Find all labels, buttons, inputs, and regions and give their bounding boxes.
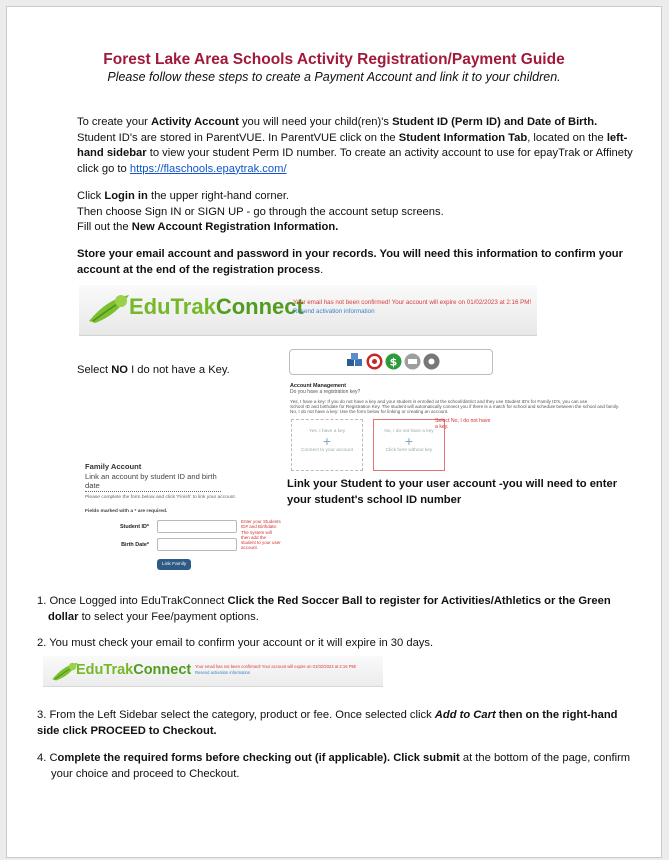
- edutrak-banner-small: [43, 656, 383, 687]
- key-desc-1: Yes, I have a key: If you do not have a key and your student is enrolled at the school/district and they use Student ID's for Family ID's, you can use: [290, 399, 588, 404]
- edutrak-logo-text-small: EduTrakConnect: [76, 662, 192, 678]
- page-title: Forest Lake Area Schools Activity Registration/Payment Guide: [103, 51, 565, 68]
- student-id-input[interactable]: [157, 520, 237, 533]
- select-no-instruction: Select NO I do not have a Key.: [77, 364, 230, 376]
- family-account-subtitle: Link an account by student ID and birth date: [85, 472, 221, 492]
- cubes-icon[interactable]: [346, 353, 364, 370]
- store-credentials-note: Store your email account and password in your records. You will need this information to confirm your account at the end of the registration process.: [77, 248, 623, 276]
- email-warning-small: Your email has not been confirmed! Your account will expire on 01/02/2023 at 2:16 PM!: [195, 664, 357, 669]
- email-warning: Your email has not been confirmed! Your account will expire on 01/02/2023 at 2:16 PM!: [293, 299, 532, 306]
- document-page: [6, 6, 662, 858]
- key-selection-screenshot: [269, 347, 620, 485]
- key-desc-2: School ID and birthdate for Registration Key. The student will automatically connect you if there is a match for school and schedule between the school and family.: [290, 404, 620, 409]
- birth-date-input[interactable]: [157, 538, 237, 551]
- registration-key-question: Do you have a registration key?: [290, 389, 361, 395]
- intro-paragraph: To create your Activity Account you will need your child(ren)'s Student ID (Perm ID) and Date of Birth. Student ID's are stored in ParentVUE. In ParentVUE click on the Student Information Tab, located on the left-hand sidebar to view your student Perm ID number. To create an activity account to use for epayTrak or Affinety click go to https://flaschools.epaytrak.com/: [77, 116, 633, 175]
- step-2: 2. You must check your email to confirm your account or it will expire in 30 days.: [37, 637, 434, 649]
- yes-key-option[interactable]: Yes, I have a key + Connect to your account: [291, 419, 363, 471]
- edutrak-banner: [79, 285, 537, 336]
- leaf-logo-icon: [51, 660, 79, 682]
- plus-icon: +: [322, 433, 332, 449]
- step-1: 1. Once Logged into EduTrakConnect Click the Red Soccer Ball to register for Activities/Athletics or the Green dollar to select your Fee/payment options.: [37, 595, 611, 623]
- leaf-logo-icon: [87, 291, 131, 325]
- key-desc-3: No, I do not have a key: Use the form below for linking or creating an account.: [290, 409, 449, 414]
- gear-icon[interactable]: [423, 353, 440, 370]
- no-key-option[interactable]: No, I do not have a key + Click here without key: [373, 419, 445, 471]
- step-3: 3. From the Left Sidebar select the category, product or fee. Once selected click Add to Cart then on the right-hand side click PROCEED to Checkout.: [37, 709, 618, 737]
- resend-activation-link[interactable]: Resend activation information: [293, 308, 375, 315]
- login-instructions: Click Login in the upper right-hand corner. Then choose Sign IN or SIGN UP - go through the account setup screens. Fill out the New Account Registration Information.: [77, 190, 444, 233]
- birth-date-label: Birth Date*: [121, 542, 149, 548]
- epaytrak-link[interactable]: https://flaschools.epaytrak.com/: [129, 162, 287, 175]
- step-4: 4. Complete the required forms before checking out (if applicable). Click submit at the bottom of the page, confirm your choice and proceed to Checkout.: [37, 752, 631, 780]
- family-instructions: Please complete the form below and click 'Finish' to link your account.: [85, 495, 237, 500]
- student-id-note: Enter your Students ID# and Birthdate. The system will then add the student to your user account.: [241, 519, 281, 551]
- plus-icon: +: [404, 433, 414, 449]
- link-family-button[interactable]: Link Family: [157, 559, 191, 570]
- edutrak-logo-text: EduTrakConnect: [129, 294, 304, 319]
- student-id-label: Student ID*: [119, 524, 149, 530]
- link-student-note: Link your Student to your user account -you will need to enter your student's school ID number: [287, 478, 618, 506]
- soccer-ball-icon[interactable]: [366, 353, 383, 370]
- page-subtitle: Please follow these steps to create a Payment Account and link it to your children.: [107, 70, 561, 84]
- dollar-icon[interactable]: [385, 353, 402, 370]
- required-note: Fields marked with a * are required.: [85, 509, 168, 514]
- activity-icon-bar: [289, 349, 493, 375]
- select-no-note: Select No, I do not have a key.: [435, 418, 491, 430]
- account-management-heading: Account Management: [290, 383, 347, 389]
- family-account-screenshot: [85, 462, 285, 582]
- cart-icon[interactable]: [404, 353, 421, 370]
- family-account-title: Family Account: [85, 462, 142, 471]
- resend-activation-link-small[interactable]: Resend activation information: [195, 670, 251, 675]
- svg-text:$: $: [389, 355, 398, 369]
